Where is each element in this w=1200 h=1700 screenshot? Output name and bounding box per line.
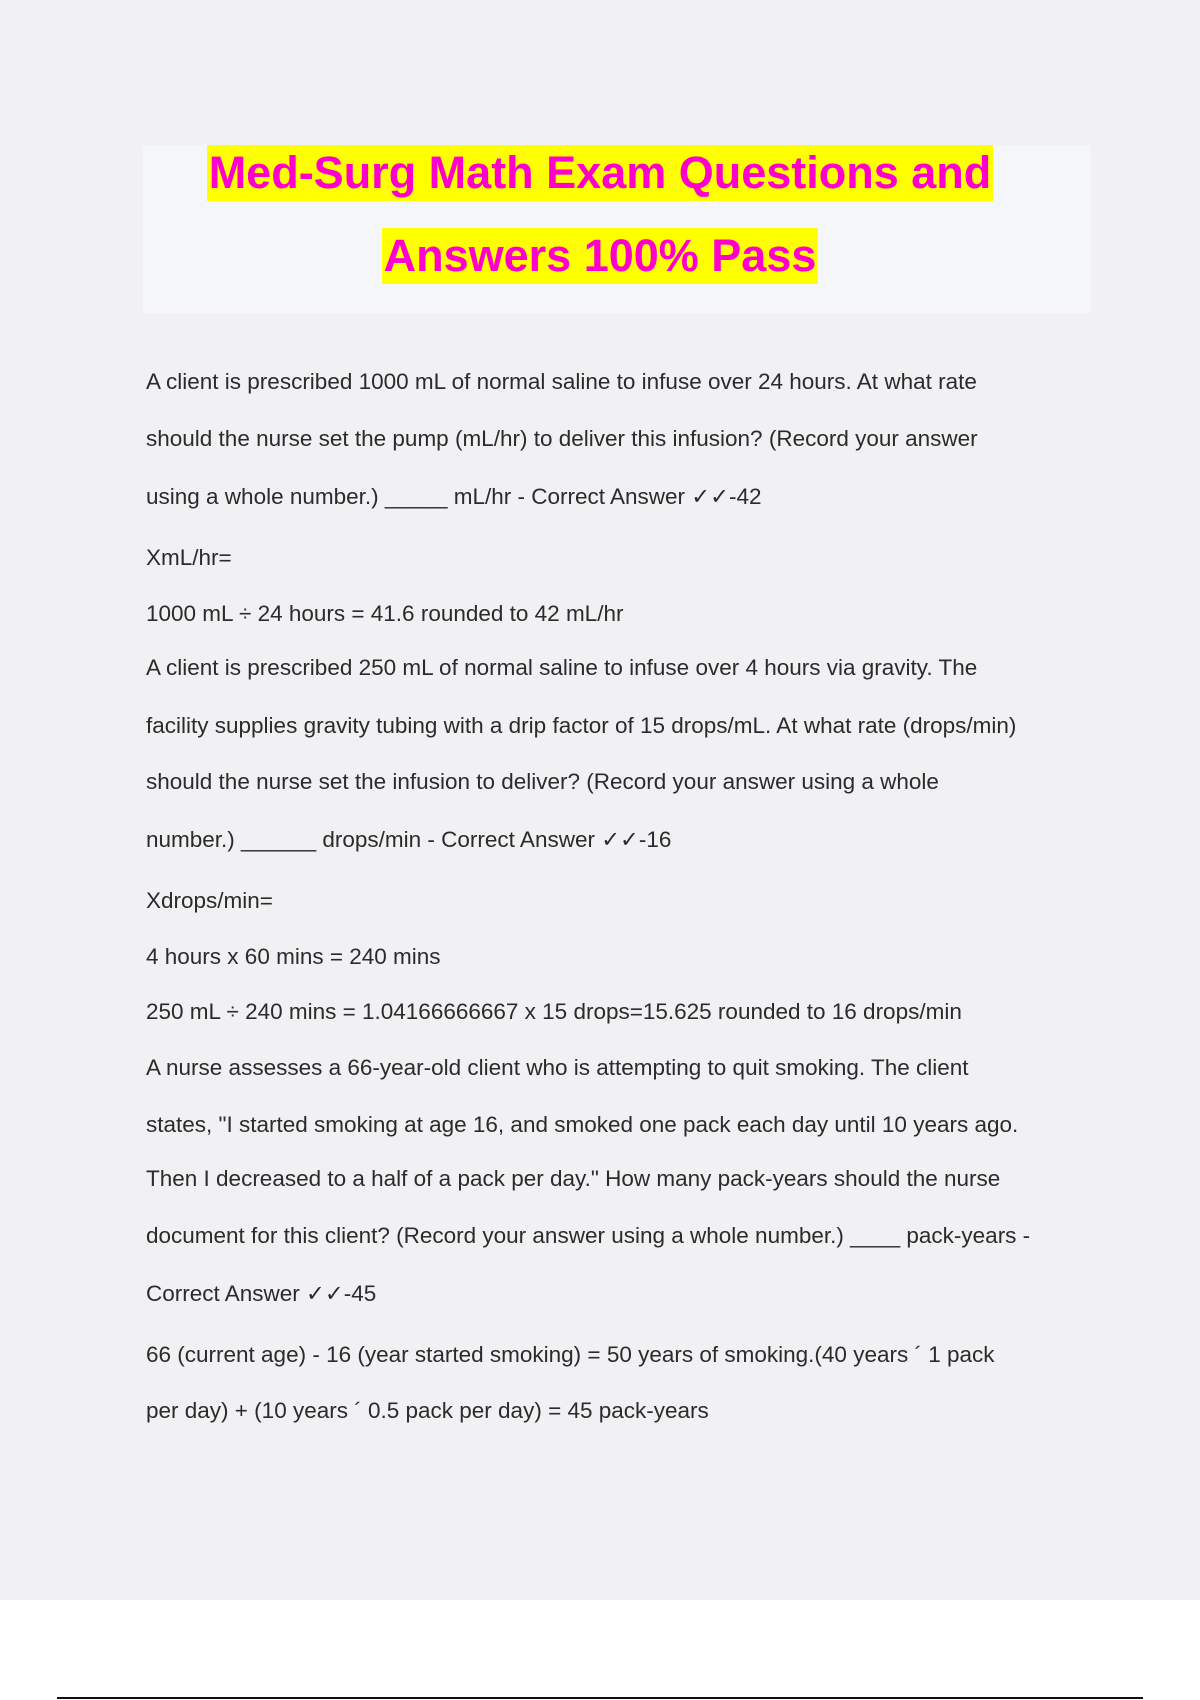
question-2-text: should the nurse set the infusion to deliver? (Record your answer using a whole	[146, 769, 939, 794]
work-line: 66 (current age) - 16 (year started smoking) = 50 years of smoking.(40 years ´ 1 pack	[146, 1342, 995, 1367]
question-3-answer: Correct Answer ✓✓-45	[146, 1281, 377, 1306]
footer-divider	[57, 1697, 1143, 1699]
question-3-text: states, "I started smoking at age 16, and smoked one pack each day until 10 years ago.	[146, 1112, 1019, 1137]
work-line: XmL/hr=	[146, 545, 232, 570]
work-line: 1000 mL ÷ 24 hours = 41.6 rounded to 42 mL/hr	[146, 601, 624, 626]
question-2-text: facility supplies gravity tubing with a drip factor of 15 drops/mL. At what rate (drops/min)	[146, 713, 1017, 738]
work-line: Xdrops/min=	[146, 888, 273, 913]
question-1-text: A client is prescribed 1000 mL of normal saline to infuse over 24 hours. At what rate	[146, 369, 977, 394]
question-3-text: document for this client? (Record your answer using a whole number.) ____ pack-years -	[146, 1223, 1031, 1248]
question-1-text: should the nurse set the pump (mL/hr) to deliver this infusion? (Record your answer	[146, 426, 978, 451]
work-line: 250 mL ÷ 240 mins = 1.04166666667 x 15 drops=15.625 rounded to 16 drops/min	[146, 999, 962, 1024]
question-3-text: Then I decreased to a half of a pack per day." How many pack-years should the nurse	[146, 1166, 1001, 1191]
work-line: per day) + (10 years ´ 0.5 pack per day) = 45 pack-years	[146, 1398, 709, 1423]
work-line: 4 hours x 60 mins = 240 mins	[146, 944, 441, 969]
question-1-answer: using a whole number.) _____ mL/hr - Correct Answer ✓✓-42	[146, 484, 762, 509]
document-title-line-1: Med-Surg Math Exam Questions and	[207, 145, 994, 201]
question-2-answer: number.) ______ drops/min - Correct Answer ✓✓-16	[146, 827, 672, 852]
document-title-line-2: Answers 100% Pass	[382, 228, 819, 284]
question-2-text: A client is prescribed 250 mL of normal saline to infuse over 4 hours via gravity. The	[146, 655, 978, 680]
question-3-text: A nurse assesses a 66-year-old client who is attempting to quit smoking. The client	[146, 1055, 969, 1080]
